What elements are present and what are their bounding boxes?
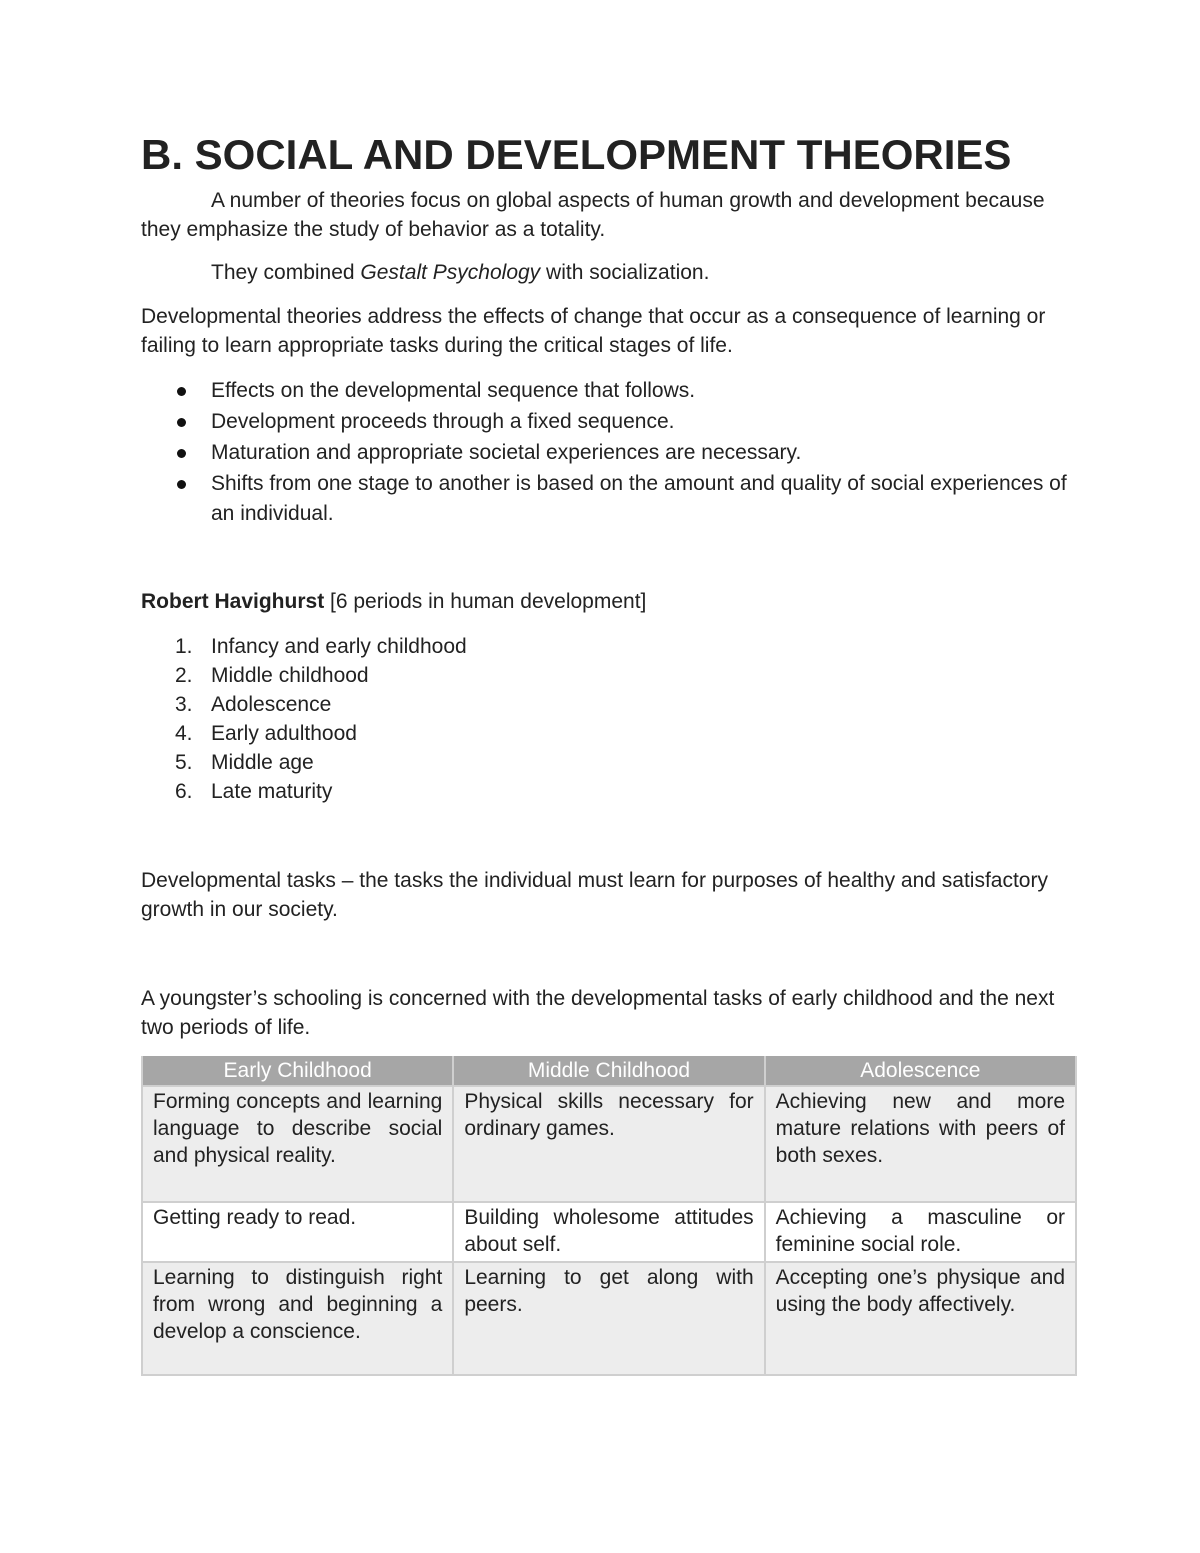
havighurst-subtitle: [6 periods in human development] [324,590,647,613]
period-label: Middle age [211,751,314,774]
gestalt-psychology-term: Gestalt Psychology [360,261,541,284]
table-row [142,1202,1076,1262]
period-item [141,690,1077,719]
table-cell: Learning to distinguish right from wrong and beginning a develop a conscience. [142,1262,453,1375]
intro-paragraph-2-after: with socialization. [540,261,710,284]
table-cell: Accepting one’s physique and using the body affectively. [765,1262,1076,1375]
bullet-item: Effects on the developmental sequence that follows. [141,376,1077,406]
section-title: B. SOCIAL AND DEVELOPMENT THEORIES [141,131,1012,178]
period-item [141,748,1077,777]
table-cell: Physical skills necessary for ordinary games. [453,1086,764,1202]
period-number: 6. [175,780,193,803]
bullet-item: Maturation and appropriate societal experiences are necessary. [141,438,1077,468]
period-item [141,719,1077,748]
period-number: 1. [175,635,193,658]
table-cell: Learning to get along with peers. [453,1262,764,1375]
header-middle-childhood: Middle Childhood [453,1056,764,1086]
bullet-item: Development proceeds through a fixed sequence. [141,407,1077,437]
havighurst-name: Robert Havighurst [141,590,325,613]
table-cell: Forming concepts and learning language to describe social and physical reality. [142,1086,453,1202]
intro-paragraph-1: A number of theories focus on global aspects of human growth and development because they emphasize the study of behavior as a totality. [141,189,1045,241]
period-label: Adolescence [211,693,332,716]
table-row [142,1086,1076,1202]
developmental-tasks-table [141,1056,1077,1376]
table-cell: Achieving a masculine or feminine social role. [765,1202,1076,1262]
period-number: 5. [175,751,193,774]
intro-paragraph-2-before: They combined [211,261,361,284]
table-header-row [142,1056,1076,1086]
bullet-item: Shifts from one stage to another is based on the amount and quality of social experiences of an individual. [141,469,1077,529]
period-number: 4. [175,722,193,745]
period-label: Infancy and early childhood [211,635,467,658]
header-early-childhood: Early Childhood [142,1056,453,1086]
theory-bullet-list [141,376,1077,529]
table-cell: Building wholesome attitudes about self. [453,1202,764,1262]
period-number: 3. [175,693,193,716]
period-item [141,632,1077,661]
period-label: Early adulthood [211,722,357,745]
period-label: Late maturity [211,780,333,803]
period-number: 2. [175,664,193,687]
havighurst-heading [141,587,1077,616]
period-item [141,661,1077,690]
period-label: Middle childhood [211,664,369,687]
table-cell: Getting ready to read. [142,1202,453,1262]
period-item [141,777,1077,806]
header-adolescence: Adolescence [765,1056,1076,1086]
schooling-paragraph: A youngster’s schooling is concerned with the developmental tasks of early childhood and the next two periods of life. [141,987,1055,1039]
intro-paragraph-3: Developmental theories address the effects of change that occur as a consequence of learning or failing to learn appropriate tasks during the critical stages of life. [141,305,1046,357]
table-cell: Achieving new and more mature relations with peers of both sexes. [765,1086,1076,1202]
developmental-tasks-definition: Developmental tasks – the tasks the individual must learn for purposes of healthy and satisfactory growth in our society. [141,869,1048,921]
periods-list [141,632,1077,806]
document-page [141,131,1077,1376]
table-row [142,1262,1076,1375]
intro-paragraph-2 [141,258,1077,287]
